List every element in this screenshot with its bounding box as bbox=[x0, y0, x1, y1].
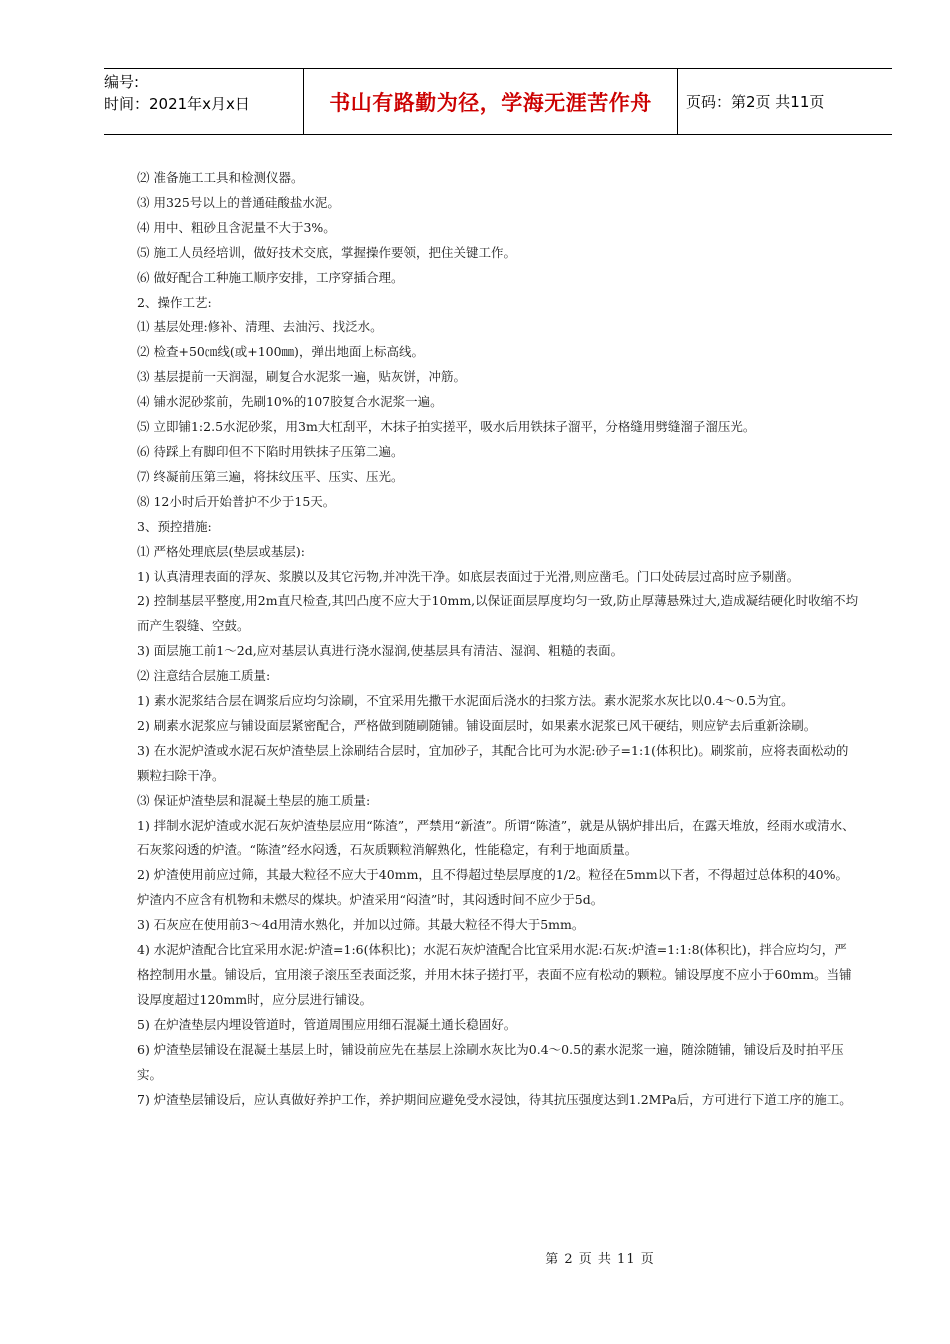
paragraph: ⑵ 检查+50㎝线(或+100㎜)，弹出地面上标高线。 bbox=[137, 344, 424, 360]
paragraph: ⑶ 基层提前一天润湿，刷复合水泥浆一遍，贴灰饼，冲筋。 bbox=[137, 369, 466, 385]
paragraph: 5) 在炉渣垫层内埋设管道时，管道周围应用细石混凝土通长稳固好。 bbox=[137, 1016, 517, 1032]
motto-text: 书山有路勤为径，学海无涯苦作舟 bbox=[329, 90, 652, 115]
paragraph: ⑵ 注意结合层施工质量: bbox=[137, 668, 271, 684]
page-footer bbox=[0, 1248, 950, 1267]
header-meta bbox=[104, 69, 304, 134]
paragraph: ⑸ 立即铺1:2.5水泥砂浆，用3m大杠刮平，木抹子拍实搓平，吸水后用铁抹子溜平，分格缝用劈缝溜子溜压光。 bbox=[137, 419, 756, 435]
paragraph: 6) 炉渣垫层铺设在混凝土基层上时，铺设前应先在基层上涂刷水灰比为0.4～0.5的素水泥浆一遍，随涂随铺，铺设后及时拍平压实。 bbox=[137, 1041, 844, 1082]
paragraph: 1) 素水泥浆结合层在调浆后应均匀涂刷，不宜采用先撒干水泥面后浇水的扫浆方法。素水泥浆水灰比以0.4～0.5为宜。 bbox=[137, 693, 794, 709]
paragraph: ⑴ 严格处理底层(垫层或基层): bbox=[137, 543, 305, 559]
paragraph: 3) 石灰应在使用前3～4d用清水熟化，并加以过筛。其最大粒径不得大于5mm。 bbox=[137, 917, 585, 933]
paragraph: ⑵ 准备施工工具和检测仪器。 bbox=[137, 170, 304, 185]
paragraph: ⑷ 用中、粗砂且含泥量不大于3%。 bbox=[137, 219, 336, 235]
header-page-number: 页码：第2页 共11页 bbox=[686, 93, 825, 111]
paragraph: 2) 刷素水泥浆应与铺设面层紧密配合，严格做到随刷随铺。铺设面层时，如果素水泥浆已风干硬结，则应铲去后重新涂刷。 bbox=[137, 717, 817, 733]
section-heading: 2、操作工艺: bbox=[137, 294, 212, 310]
document-number-label: 编号: bbox=[104, 73, 140, 91]
page-header bbox=[104, 68, 892, 135]
paragraph: 4) 水泥炉渣配合比宜采用水泥:炉渣=1:6(体积比)；水泥石灰炉渣配合比宜采用水泥:石灰:炉渣=1:1:8(体积比)，拌合应均匀，严格控制用水量。铺设后，宜用滚子滚压至表面泛浆，并用木抹子搓打平，表面不应有松动的颗粒。铺设厚度不应小于60mm。当铺设厚度超过120mm时，应分层进行铺设。 bbox=[137, 942, 852, 1007]
section-heading: 3、预控措施: bbox=[137, 518, 212, 534]
paragraph: 1) 认真清理表面的浮灰、浆膜以及其它污物,并冲洗干净。如底层表面过于光滑,则应凿毛。门口处砖层过高时应予剔凿。 bbox=[137, 568, 800, 584]
paragraph: ⑶ 用325号以上的普通硅酸盐水泥。 bbox=[137, 194, 340, 210]
document-body bbox=[137, 166, 859, 1112]
footer-page-number: 第 2 页 共 11 页 bbox=[545, 1252, 655, 1267]
paragraph: ⑸ 施工人员经培训，做好技术交底，掌握操作要领，把住关键工作。 bbox=[137, 244, 516, 260]
paragraph: ⑹ 待踩上有脚印但不下陷时用铁抹子压第二遍。 bbox=[137, 443, 404, 459]
paragraph: 1) 拌制水泥炉渣或水泥石灰炉渣垫层应用“陈渣”，严禁用“新渣”。所谓“陈渣”，就是从锅炉排出后，在露天堆放，经雨水或清水、石灰浆闷透的炉渣。“陈渣”经水闷透，石灰质颗粒消解熟化，性能稳定，有利于地面质量。 bbox=[137, 817, 855, 858]
paragraph: 7) 炉渣垫层铺设后，应认真做好养护工作，养护期间应避免受水浸蚀，待其抗压强度达到1.2MPa后，方可进行下道工序的施工。 bbox=[137, 1091, 852, 1107]
paragraph: ⑹ 做好配合工种施工顺序安排，工序穿插合理。 bbox=[137, 269, 404, 285]
paragraph: 2) 炉渣使用前应过筛，其最大粒径不应大于40mm，且不得超过垫层厚度的1/2。粒径在5mm以下者，不得超过总体积的40%。炉渣内不应含有机物和未燃尽的煤块。炉渣采用“闷渣”时，其闷透时间不应少于5d。 bbox=[137, 867, 848, 908]
paragraph: ⑶ 保证炉渣垫层和混凝土垫层的施工质量: bbox=[137, 792, 371, 808]
header-page-cell bbox=[678, 69, 892, 134]
paragraph: ⑺ 终凝前压第三遍，将抹纹压平、压实、压光。 bbox=[137, 468, 404, 484]
paragraph: ⑻ 12小时后开始普护不少于15天。 bbox=[137, 493, 336, 509]
paragraph: 2) 控制基层平整度,用2m直尺检查,其凹凸度不应大于10mm,以保证面层厚度均匀一致,防止厚薄悬殊过大,造成凝结硬化时收缩不均而产生裂缝、空鼓。 bbox=[137, 593, 859, 634]
paragraph: 3) 面层施工前1～2d,应对基层认真进行浇水湿润,使基层具有清洁、湿润、粗糙的表面。 bbox=[137, 643, 624, 659]
document-date-label: 时间：2021年x月x日 bbox=[104, 95, 250, 113]
paragraph: ⑷ 铺水泥砂浆前，先刷10%的107胶复合水泥浆一遍。 bbox=[137, 394, 443, 410]
header-motto-cell bbox=[304, 69, 678, 134]
paragraph: ⑴ 基层处理:修补、清理、去油污、找泛水。 bbox=[137, 319, 383, 335]
paragraph: 3) 在水泥炉渣或水泥石灰炉渣垫层上涂刷结合层时，宜加砂子，其配合比可为水泥:砂子=1:1(体积比)。刷浆前，应将表面松动的颗粒扫除干净。 bbox=[137, 742, 849, 783]
